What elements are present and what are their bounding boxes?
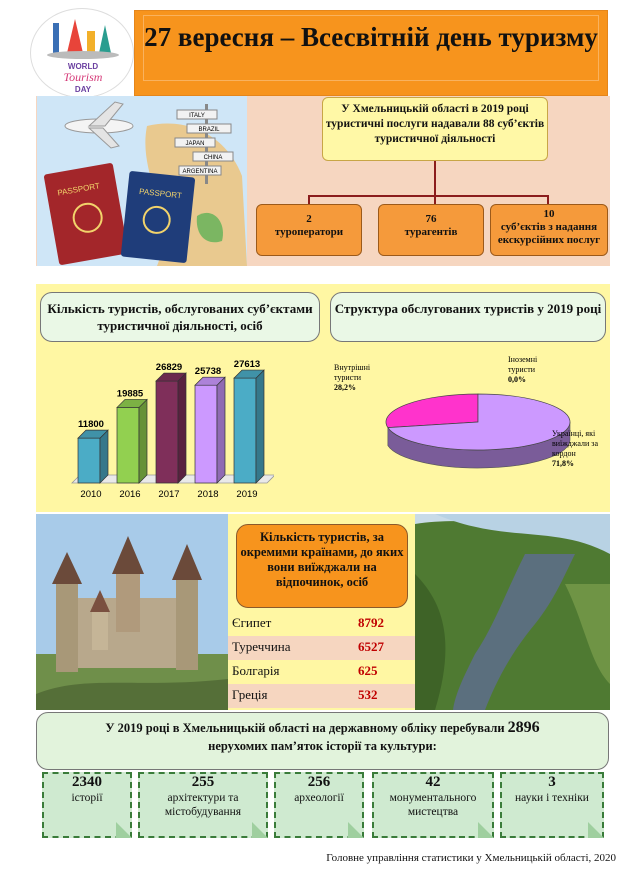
country-name: Болгарія	[232, 663, 280, 678]
monument-card-science	[500, 772, 604, 838]
x-tick-label: 2016	[119, 489, 141, 500]
logo-line-2: Tourism	[63, 70, 103, 84]
country-row	[228, 684, 415, 708]
country-value: 6527	[358, 639, 384, 654]
tree-connector	[308, 195, 548, 197]
logo-line-1: WORLD	[67, 62, 99, 71]
tour-operators-label: туроператори	[274, 226, 344, 238]
country-name: Греція	[232, 687, 268, 702]
tree-connector	[308, 195, 310, 204]
travel-photo	[37, 96, 247, 266]
tour-agents-label: турагентів	[404, 226, 458, 238]
x-tick-label: 2017	[158, 489, 180, 500]
logo-line-3: DAY	[74, 85, 92, 94]
monument-card-history	[42, 772, 132, 838]
country-name: Туреччина	[232, 639, 291, 654]
monument-card-architecture	[138, 772, 268, 838]
monuments-total: 2896	[507, 719, 540, 736]
monuments-summary	[36, 712, 609, 770]
tour-agents-box	[378, 204, 484, 256]
tree-connector	[434, 195, 436, 204]
tourists-bar-chart	[64, 355, 274, 505]
monument-card-archaeology	[274, 772, 364, 838]
pie-label: Українці, які виїжджали за кордон 71,8%	[552, 429, 599, 468]
x-tick-label: 2019	[236, 489, 258, 500]
country-row	[228, 660, 415, 684]
bar-value-label: 11800	[78, 419, 104, 431]
country-value: 8792	[358, 615, 384, 630]
country-row	[228, 612, 415, 636]
x-tick-label: 2018	[197, 489, 219, 500]
bar-2018	[195, 377, 225, 483]
bar-2010	[78, 430, 108, 483]
sign-5: ARGENTINA	[182, 169, 218, 175]
castle-photo	[36, 514, 228, 710]
tourists-structure-pie-chart	[330, 352, 610, 502]
countries-title: Кількість туристів, за окремими країнами, до яких вони виїжджали на відпочинок, осіб	[236, 524, 408, 608]
sign-4: CHINA	[203, 155, 223, 161]
monument-type: монументального мистецтва	[389, 792, 477, 818]
sign-1: ITALY	[189, 113, 205, 119]
excursion-subjects-box	[490, 204, 608, 256]
tour-operators-number: 2	[306, 213, 312, 225]
monument-count: 3	[548, 774, 556, 790]
world-tourism-day-logo	[30, 8, 134, 98]
bar-2017	[156, 373, 186, 483]
monuments-text-before: У 2019 році в Хмельницькій області на державному обліку перебували	[105, 721, 505, 735]
bar-value-label: 27613	[233, 359, 261, 371]
sign-2: BRAZIL	[198, 127, 220, 133]
country-name: Єгипет	[232, 615, 272, 630]
monument-card-monumental-art	[372, 772, 494, 838]
monument-count: 255	[191, 774, 215, 790]
footer-source: Головне управління статистики у Хмельницькій області, 2020	[326, 852, 616, 864]
monument-count: 256	[307, 774, 331, 790]
monument-type: науки і техніки	[515, 792, 589, 804]
tourists-structure-title: Структура обслугованих туристів у 2019 році	[330, 292, 606, 342]
bar-2016	[117, 399, 147, 483]
country-row	[228, 636, 415, 660]
bar-value-label: 19885	[116, 388, 144, 400]
monument-count: 2340	[72, 774, 102, 790]
passport-label-1: PASSPORT	[56, 181, 101, 198]
pie-label: Іноземні туристи 0,0%	[508, 355, 538, 384]
title-banner	[134, 10, 608, 96]
subjects-summary: У Хмельницькій області в 2019 році туристичні послуги надавали 88 суб’єктів туристичної діяльності	[322, 97, 548, 161]
bar-value-label: 25738	[194, 366, 222, 378]
monument-type: археології	[294, 792, 344, 804]
bar-value-label: 26829	[155, 362, 183, 374]
country-value: 532	[358, 687, 378, 702]
tree-connector	[547, 195, 549, 204]
monument-type: історії	[71, 792, 103, 804]
tour-operators-box	[256, 204, 362, 256]
tree-connector	[434, 161, 436, 195]
passport-label-2: PASSPORT	[138, 186, 183, 201]
pie-label: Внутрішні туристи 28,2%	[334, 363, 371, 392]
tourists-count-title: Кількість туристів, обслугованих суб’єктами туристичної діяльності, осіб	[40, 292, 320, 342]
excursion-subjects-label: суб’єктів з надання екскурсійних послуг	[497, 221, 601, 246]
passport-blue-icon	[121, 171, 196, 263]
x-tick-label: 2010	[80, 489, 102, 500]
river-canyon-photo	[415, 514, 610, 710]
excursion-subjects-number: 10	[543, 208, 555, 220]
sign-3: JAPAN	[185, 141, 205, 147]
bar-2019	[234, 370, 264, 483]
monument-type: архітектури та містобудування	[164, 792, 242, 818]
tour-agents-number: 76	[425, 213, 437, 225]
monument-count: 42	[425, 774, 441, 790]
page-title: 27 вересня – Всесвітній день туризму	[144, 22, 598, 52]
monuments-text-after: нерухомих пам’яток історії та культури:	[208, 739, 437, 753]
country-value: 625	[358, 663, 378, 678]
